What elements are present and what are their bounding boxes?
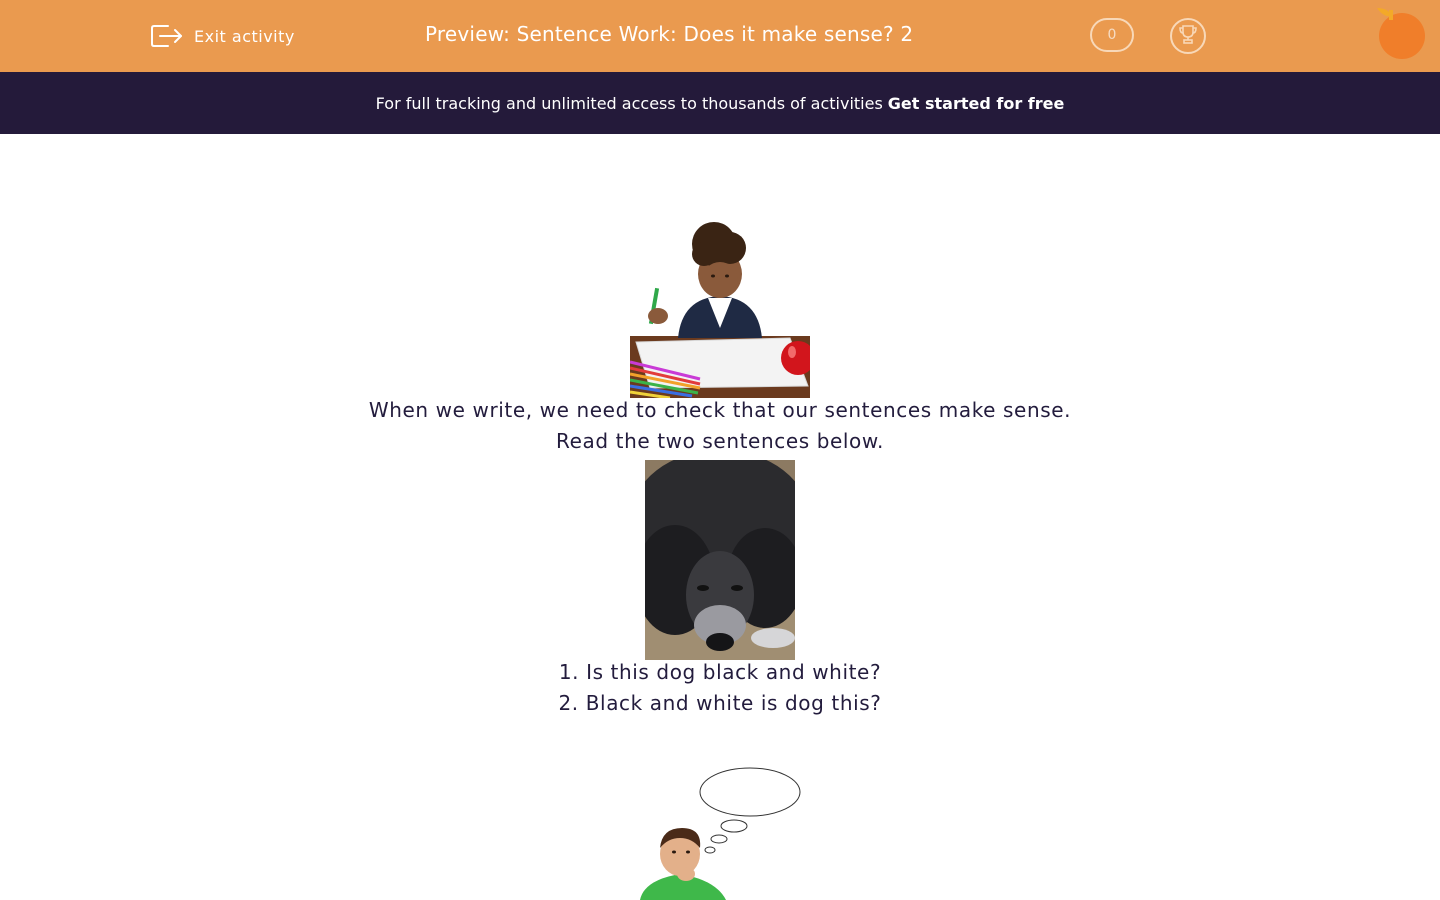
intro-line-1: When we write, we need to check that our sentences make sense. <box>368 398 1072 422</box>
page-title: Preview: Sentence Work: Does it make sense? 2 <box>425 22 914 46</box>
question-content <box>0 134 1440 900</box>
get-started-link[interactable]: Get started for free <box>887 93 1065 113</box>
top-header <box>0 0 1440 72</box>
exit-activity-label: Exit activity <box>194 26 295 46</box>
exit-activity-button[interactable] <box>150 22 295 50</box>
dog-image <box>645 460 795 660</box>
brand-logo[interactable] <box>1372 4 1428 62</box>
child-drawing-image <box>630 218 810 398</box>
upgrade-banner <box>0 72 1440 134</box>
exit-icon <box>150 22 184 50</box>
trophy-icon <box>1177 23 1199 49</box>
banner-text: For full tracking and unlimited access to thousands of activities <box>375 93 883 113</box>
intro-line-2: Read the two sentences below. <box>556 429 884 453</box>
score-badge: 0 <box>1090 18 1134 52</box>
thinking-boy-image <box>630 762 810 900</box>
sentence-2: 2. Black and white is dog this? <box>558 691 882 715</box>
sentence-1: 1. Is this dog black and white? <box>558 660 882 684</box>
trophy-button[interactable] <box>1170 18 1206 54</box>
